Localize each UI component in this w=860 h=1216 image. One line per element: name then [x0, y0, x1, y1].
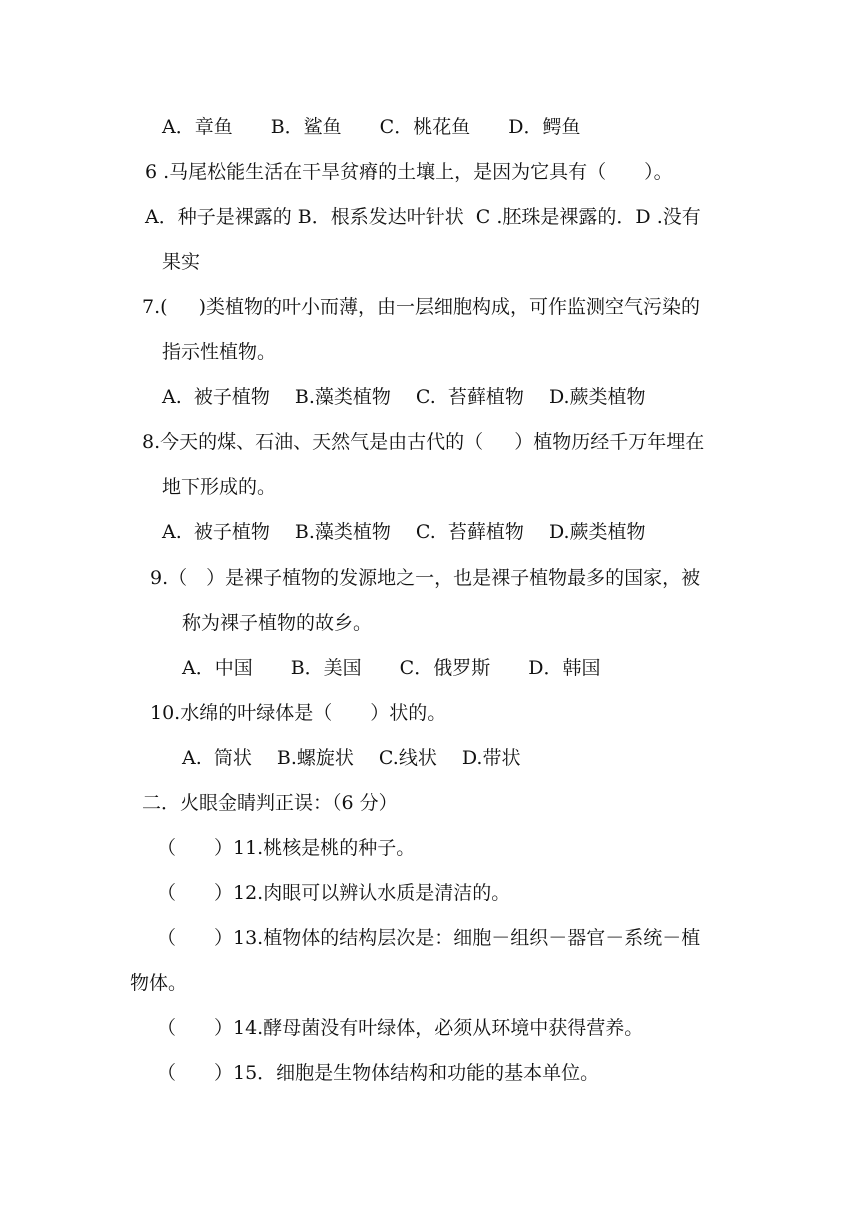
text-line: （ ）12.肉眼可以辨认水质是清洁的。 — [157, 882, 511, 904]
q12 — [157, 881, 510, 905]
q9-stem-cont — [182, 611, 372, 635]
text-line: 7.( )类植物的叶小而薄，由一层细胞构成，可作监测空气污染的 — [142, 296, 701, 318]
q13 — [157, 926, 700, 950]
q7-stem-cont — [162, 340, 276, 364]
text-line: 6 .马尾松能生活在干旱贫瘠的土壤上，是因为它具有（ ）。 — [145, 161, 673, 183]
q7-stem — [142, 295, 700, 319]
text-line: 地下形成的。 — [162, 476, 277, 498]
text-line: A．种子是裸露的 B．根系发达叶针状 C .胚珠是裸露的．D .没有 — [145, 206, 701, 228]
q8-options — [162, 520, 646, 544]
text-line: 称为裸子植物的故乡。 — [182, 612, 373, 634]
q5-options — [162, 115, 580, 139]
text-line: 8.今天的煤、石油、天然气是由古代的（ ）植物历经千万年埋在 — [142, 431, 705, 453]
text-line: （ ）13.植物体的结构层次是：细胞－组织－器官－系统－植 — [157, 927, 701, 949]
q6-options-cont — [162, 250, 200, 274]
q15 — [157, 1061, 599, 1085]
text-line: 10.水绵的叶绿体是（ ）状的。 — [150, 702, 447, 724]
q13-cont — [130, 971, 187, 995]
text-line: A. 筒状 B.螺旋状 C.线状 D.带状 — [182, 747, 521, 769]
text-line: A. 被子植物 B.藻类植物 C. 苔藓植物 D.蕨类植物 — [162, 386, 646, 408]
q10-options — [182, 746, 520, 770]
text-line: （ ）15．细胞是生物体结构和功能的基本单位。 — [157, 1062, 600, 1084]
text-line: 9.（ ）是裸子植物的发源地之一，也是裸子植物最多的国家，被 — [150, 567, 701, 589]
text-line: 二．火眼金睛判正误：（6 分） — [142, 792, 398, 814]
text-line: 物体。 — [130, 972, 188, 994]
q6-options — [145, 205, 701, 229]
q7-options — [162, 385, 646, 409]
q11 — [157, 836, 415, 860]
q8-stem-cont — [162, 475, 276, 499]
text-line: （ ）11.桃核是桃的种子。 — [157, 837, 416, 859]
text-line: 果实 — [162, 251, 201, 273]
text-line: A. 被子植物 B.藻类植物 C. 苔藓植物 D.蕨类植物 — [162, 521, 646, 543]
q6-stem — [145, 160, 673, 184]
text-line: A．中国 B．美国 C．俄罗斯 D．韩国 — [182, 657, 601, 679]
q9-stem — [150, 566, 700, 590]
text-line: 指示性植物。 — [162, 341, 277, 363]
q10-stem — [150, 701, 446, 725]
q8-stem — [142, 430, 704, 454]
q9-options — [182, 656, 600, 680]
section-two-heading — [142, 791, 398, 815]
q14 — [157, 1016, 643, 1040]
text-line: A．章鱼 B．鲨鱼 C．桃花鱼 D．鳄鱼 — [162, 116, 581, 138]
text-line: （ ）14.酵母菌没有叶绿体，必须从环境中获得营养。 — [157, 1017, 644, 1039]
